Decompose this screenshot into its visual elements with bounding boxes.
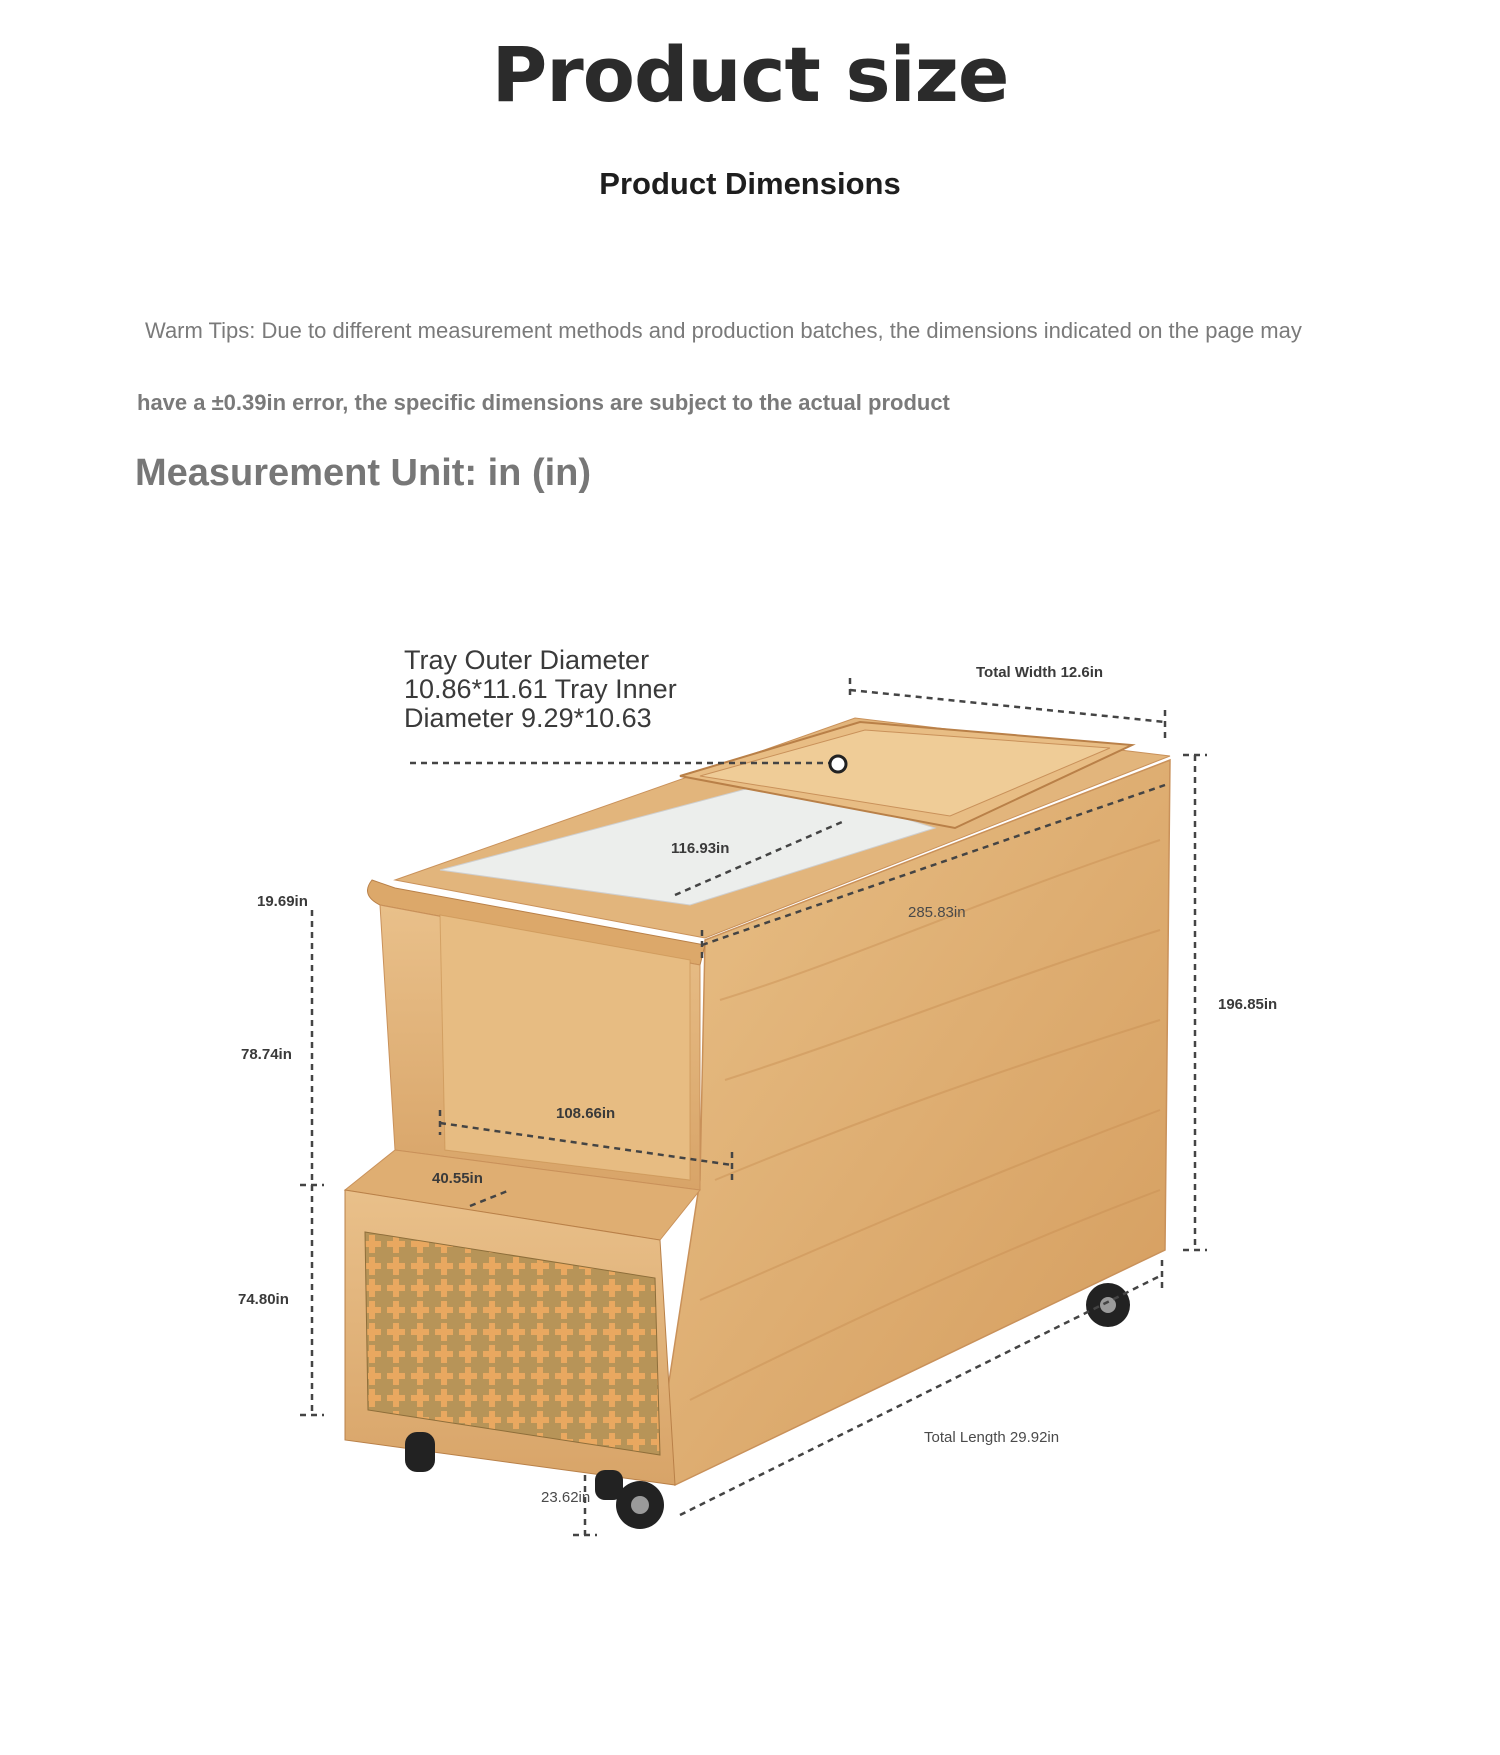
tray-marker — [830, 756, 846, 772]
dim-top-length: 285.83in — [908, 904, 966, 921]
dim-wheel-height: 23.62in — [541, 1489, 591, 1506]
dim-upper-height: 78.74in — [241, 1046, 292, 1063]
dim-top-rail: 19.69in — [257, 893, 308, 910]
dim-shelf-width: 40.55in — [432, 1170, 483, 1187]
dim-total-length: Total Length 29.92in — [924, 1429, 1060, 1446]
dim-total-height: 196.85in — [1218, 996, 1278, 1013]
warm-tips-line-1: Warm Tips: Due to different measurement methods and production batches, the dimensions indicated on the page may — [145, 318, 1302, 343]
page-subtitle: Product Dimensions — [599, 166, 901, 201]
dim-lower-height: 74.80in — [238, 1291, 289, 1308]
measurement-unit-label: Measurement Unit: in (in) — [135, 452, 592, 494]
warm-tips-line-2: have a ±0.39in error, the specific dimensions are subject to the actual product — [137, 390, 950, 415]
dim-shelf-depth: 108.66in — [556, 1105, 616, 1122]
dim-total-width: Total Width 12.6in — [976, 664, 1104, 681]
dim-tray-depth: 116.93in — [671, 840, 730, 857]
page-title: Product size — [491, 30, 1009, 119]
tray-diameter-label: Tray Outer Diameter 10.86*11.61 Tray Inner Diameter 9.29*10.63 — [404, 645, 677, 733]
